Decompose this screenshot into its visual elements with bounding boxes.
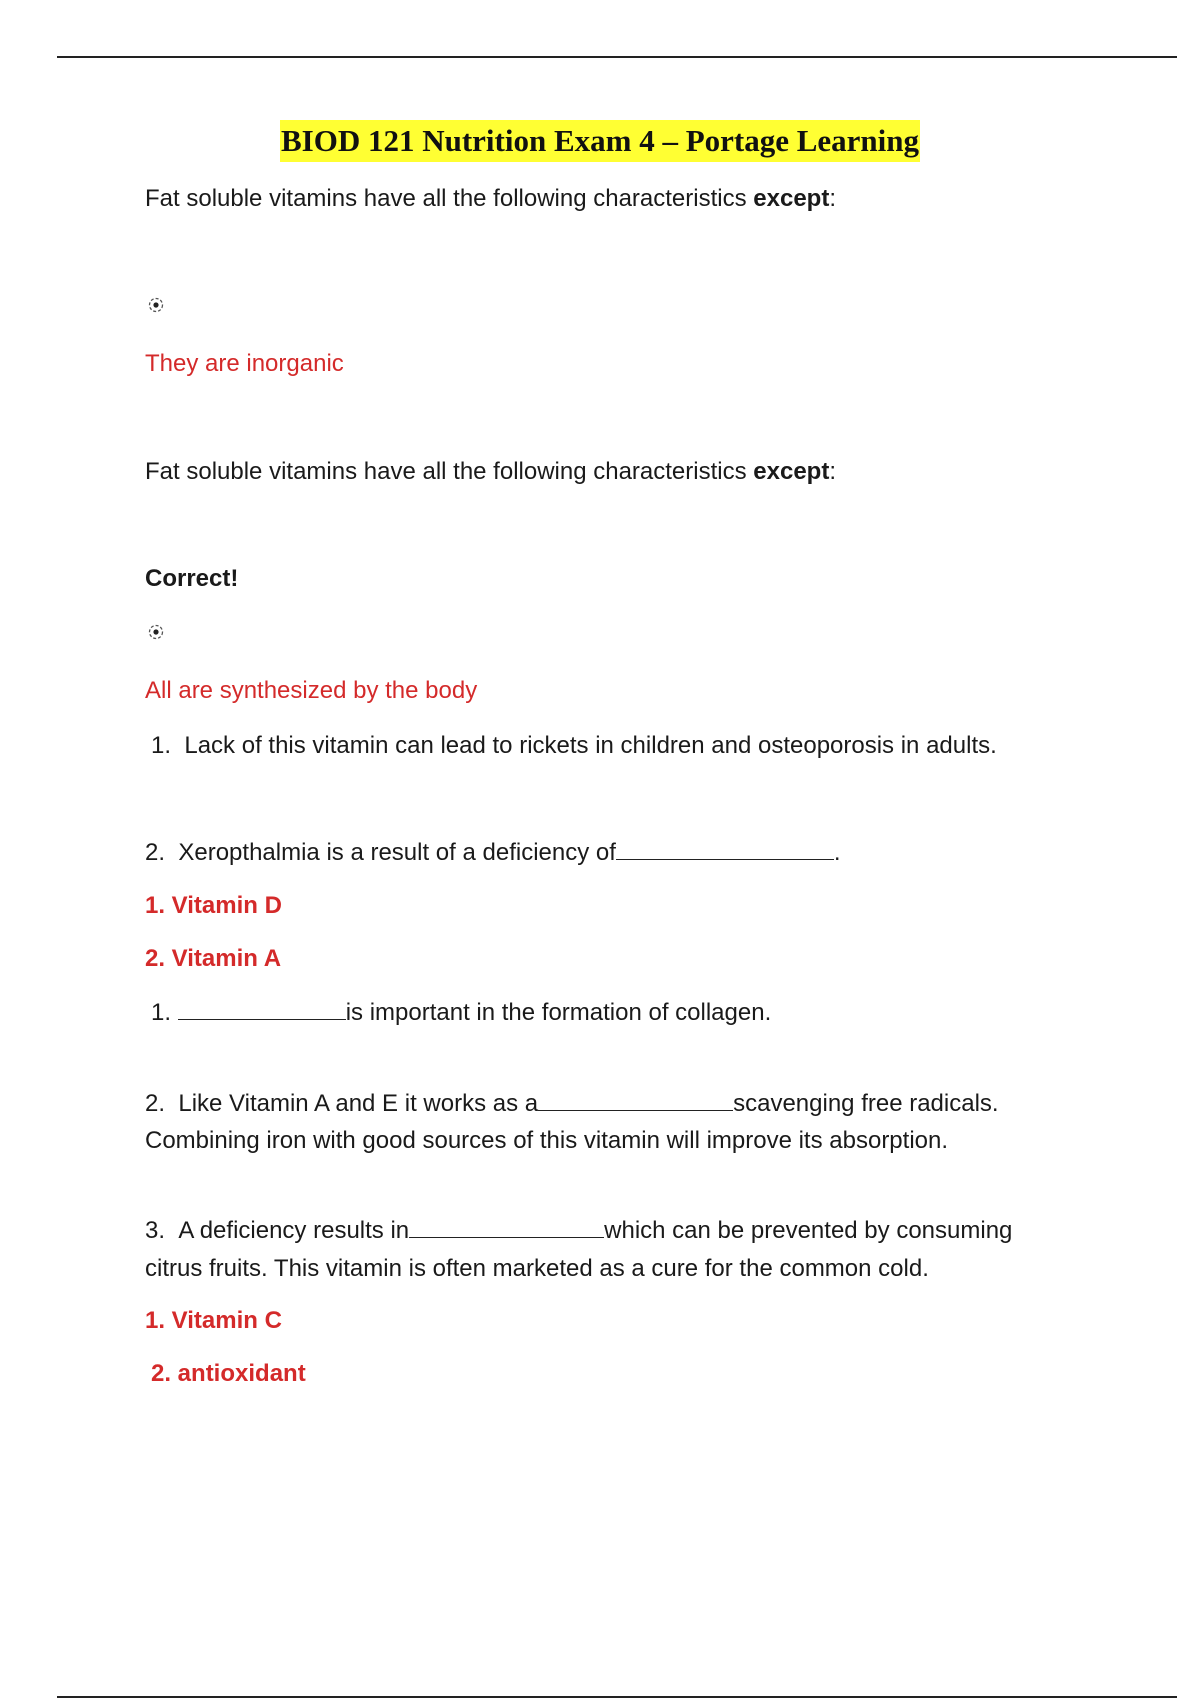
set1-item-1 xyxy=(151,730,997,762)
set1-item-2-number: 2. xyxy=(145,839,166,866)
set2-answer-1: 1. Vitamin C xyxy=(145,1307,282,1334)
set1-answer-1: 1. Vitamin D xyxy=(145,892,282,919)
footer-rule xyxy=(57,1696,1177,1698)
set2-item-1-text: is important in the formation of collagen. xyxy=(345,999,772,1026)
set1-item-1-text: Lack of this vitamin can lead to rickets in children and osteoporosis in adults. xyxy=(184,732,997,759)
question-1-except: except xyxy=(753,185,830,212)
set2-item-2-number: 2. xyxy=(145,1090,166,1117)
set1-item-2 xyxy=(145,837,841,869)
set2-item-3-line-2: citrus fruits. This vitamin is often marketed as a cure for the common cold. xyxy=(145,1255,929,1282)
question-1-text: Fat soluble vitamins have all the following characteristics xyxy=(145,185,754,212)
set2-item-3-text-b: which can be prevented by consuming xyxy=(604,1217,1013,1244)
question-2-text: Fat soluble vitamins have all the following characteristics xyxy=(145,458,754,485)
question-2-answer: All are synthesized by the body xyxy=(145,677,478,704)
title-wrap xyxy=(0,120,1200,162)
correct-feedback: Correct! xyxy=(145,565,239,592)
question-1-colon: : xyxy=(829,185,836,212)
set2-item-1 xyxy=(151,997,771,1029)
set1-item-2-period: . xyxy=(833,839,841,866)
set1-item-1-number: 1. xyxy=(151,732,172,759)
set2-answer-2: 2. antioxidant xyxy=(151,1360,306,1387)
document-title: BIOD 121 Nutrition Exam 4 – Portage Learning xyxy=(280,120,920,162)
set2-item-2-line-2: Combining iron with good sources of this vitamin will improve its absorption. xyxy=(145,1127,949,1154)
question-2-prompt xyxy=(145,456,836,488)
question-2-colon: : xyxy=(829,458,836,485)
question-1-answer: They are inorganic xyxy=(145,350,344,377)
question-2-except: except xyxy=(753,458,830,485)
set1-item-2-text: Xeropthalmia is a result of a deficiency of xyxy=(178,839,616,866)
set1-answer-2: 2. Vitamin A xyxy=(145,945,282,972)
blank-line xyxy=(178,997,346,1020)
question-1-prompt xyxy=(145,183,836,215)
set2-item-2 xyxy=(145,1088,999,1120)
set2-item-1-number: 1. xyxy=(151,999,172,1026)
set2-item-3-number: 3. xyxy=(145,1217,166,1244)
blank-line xyxy=(616,837,834,860)
header-rule xyxy=(57,56,1177,58)
set2-item-2-text-a: Like Vitamin A and E it works as a xyxy=(178,1090,539,1117)
set2-item-2-text-b: scavenging free radicals. xyxy=(733,1090,999,1117)
blank-line xyxy=(538,1088,733,1111)
radio-selected-icon xyxy=(147,623,165,641)
blank-line xyxy=(409,1215,604,1238)
set2-item-3-text-a: A deficiency results in xyxy=(178,1217,410,1244)
set2-item-3 xyxy=(145,1215,1012,1247)
radio-selected-icon xyxy=(147,296,165,314)
